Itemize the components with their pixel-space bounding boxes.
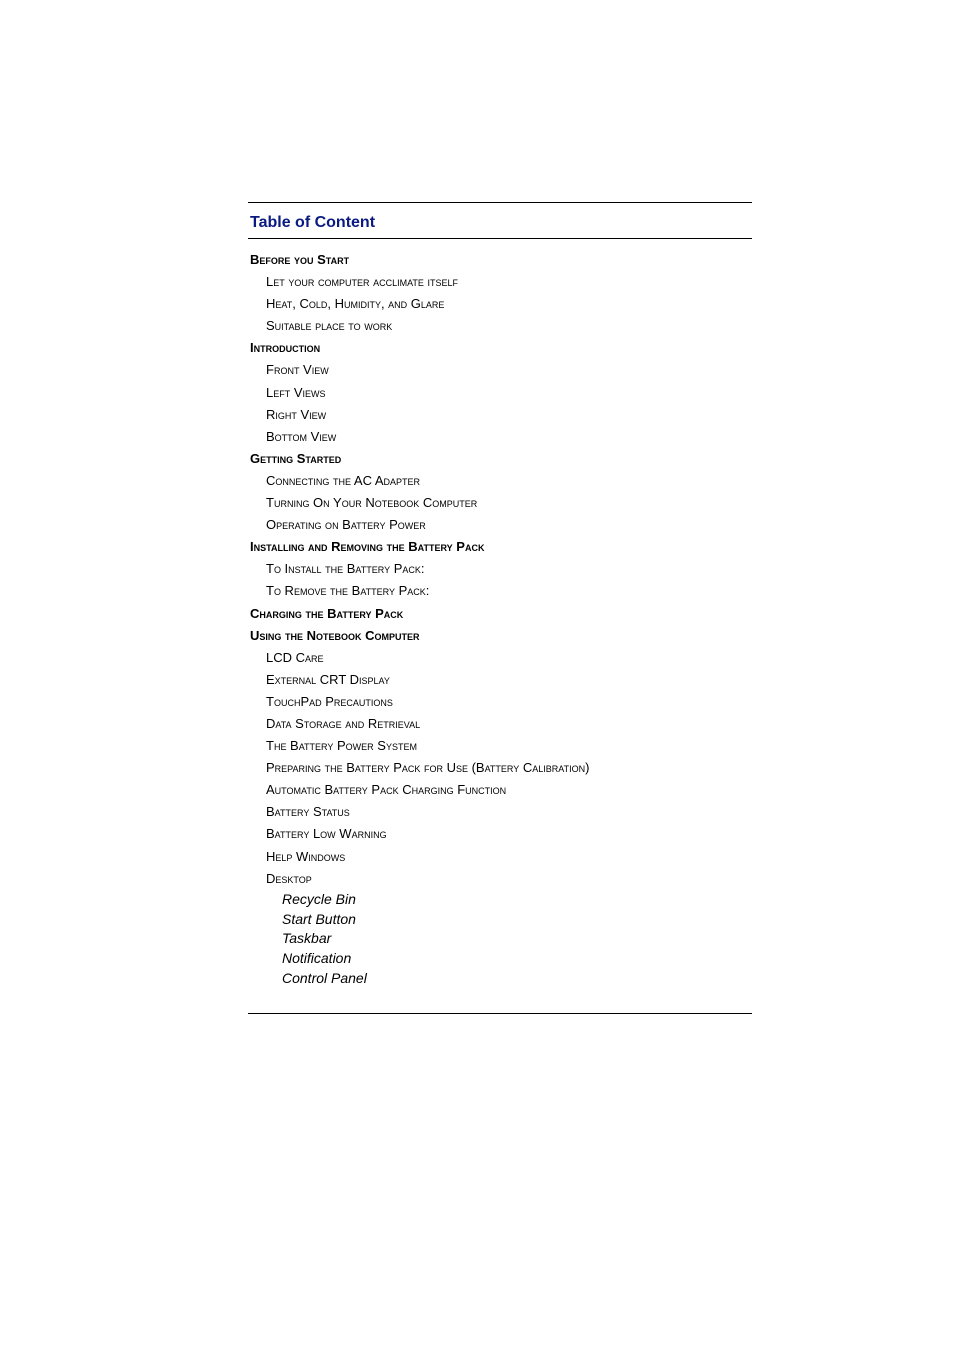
toc-entry[interactable]: Heat, Cold, Humidity, and Glare (266, 296, 445, 312)
toc-entry[interactable]: The Battery Power System (266, 738, 417, 754)
top-rule (248, 202, 752, 203)
toc-entry[interactable]: Data Storage and Retrieval (266, 715, 421, 731)
title-underline (248, 238, 752, 239)
bottom-rule (248, 1013, 752, 1014)
toc-entry[interactable]: Before you Start (250, 252, 350, 267)
toc-entry[interactable]: Front View (266, 362, 329, 378)
toc-entry[interactable]: Recycle Bin (282, 890, 356, 907)
toc-entry[interactable]: Taskbar (282, 930, 332, 947)
toc-entry[interactable]: Automatic Battery Pack Charging Function (266, 782, 507, 798)
toc-entry[interactable]: Notification (282, 950, 352, 967)
toc-entry[interactable]: Left Views (266, 384, 326, 400)
toc-entry[interactable]: Desktop (266, 870, 312, 886)
toc-entry[interactable]: Getting Started (250, 450, 342, 466)
toc-entry[interactable]: Suitable place to work (266, 318, 393, 334)
toc-entry[interactable]: Turning On Your Notebook Computer (266, 495, 478, 511)
toc-entry[interactable]: Charging the Battery Pack (250, 605, 404, 621)
toc-entry[interactable]: Installing and Removing the Battery Pack (250, 539, 485, 555)
toc-entry[interactable]: TouchPad Precautions (266, 693, 393, 709)
toc-title: Table of Content (250, 214, 376, 231)
toc-entry[interactable]: Introduction (250, 340, 321, 356)
toc-entry[interactable]: Operating on Battery Power (266, 517, 426, 533)
toc-entry[interactable]: Bottom View (266, 428, 337, 444)
toc-list (250, 249, 750, 989)
toc-entry[interactable]: To Remove the Battery Pack: (266, 583, 430, 599)
toc-entry[interactable]: Right View (266, 406, 327, 422)
toc-entry[interactable]: Let your computer acclimate itself (266, 274, 459, 290)
toc-entry[interactable]: LCD Care (266, 649, 324, 665)
toc-entry[interactable]: Battery Low Warning (266, 826, 387, 842)
toc-entry[interactable]: Using the Notebook Computer (250, 627, 420, 643)
toc-entry[interactable]: Control Panel (282, 969, 367, 986)
toc-entry[interactable]: Start Button (282, 910, 356, 927)
toc-entry[interactable]: Preparing the Battery Pack for Use (Battery Calibration) (266, 760, 590, 776)
toc-entry[interactable]: Help Windows (266, 848, 346, 864)
toc-entry[interactable]: External CRT Display (266, 671, 390, 687)
toc-entry[interactable]: Connecting the AC Adapter (266, 472, 421, 488)
toc-entry[interactable]: Battery Status (266, 804, 350, 820)
toc-entry[interactable]: To Install the Battery Pack: (266, 561, 425, 577)
